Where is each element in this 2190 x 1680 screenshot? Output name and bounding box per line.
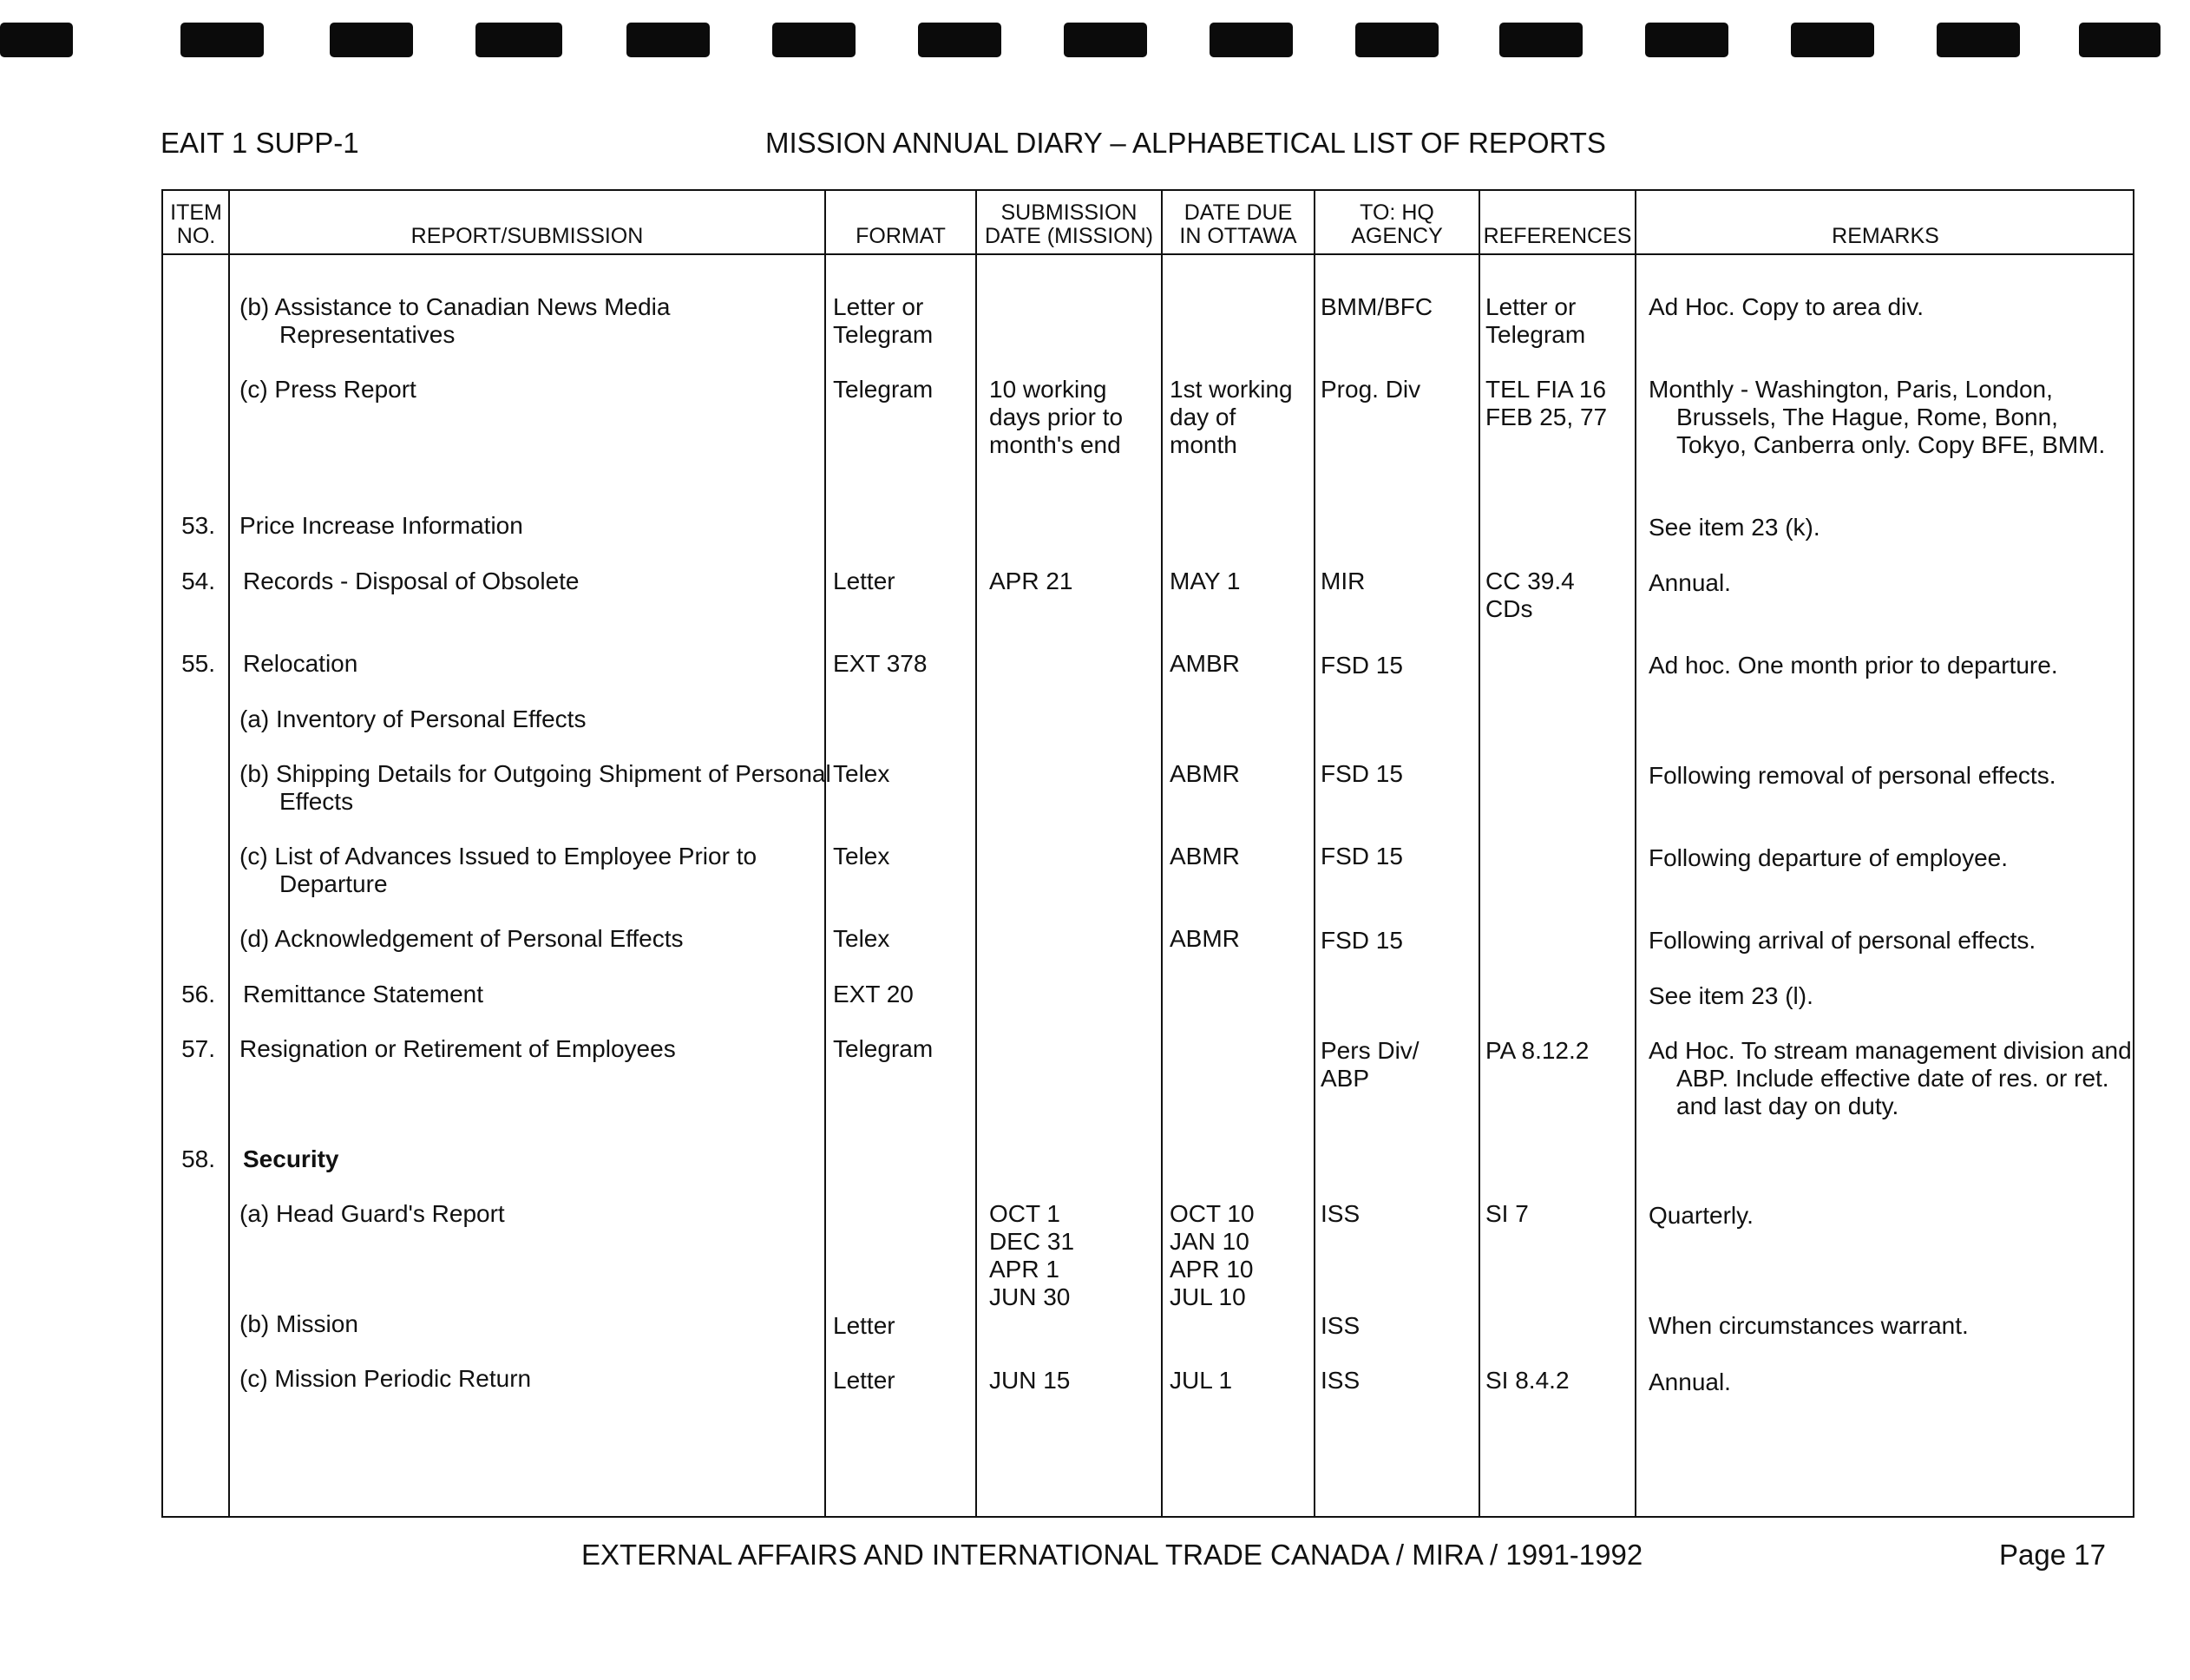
due-cell: MAY 1 [1170, 568, 1241, 594]
punch-mark [1937, 23, 2020, 57]
punch-mark [330, 23, 413, 57]
report-cell: (b) Mission [239, 1310, 358, 1337]
page-number: Page 17 [1999, 1539, 2106, 1571]
column-header-remarks: REMARKS [1832, 224, 1939, 248]
agency-cell: ISS [1321, 1367, 1361, 1394]
report-cell: (a) Head Guard's Report [239, 1200, 505, 1227]
column-divider [1479, 191, 1480, 1516]
remarks-cell: Monthly - Washington, Paris, London, Brussels, The Hague, Rome, Bonn, Tokyo, Canberra only. Copy BFE, BMM. [1649, 376, 2106, 458]
due-cell: JUL 1 [1170, 1367, 1233, 1394]
punch-mark [626, 23, 710, 57]
format-cell: Letter [833, 1367, 895, 1394]
punch-mark [1064, 23, 1147, 57]
report-cell: Relocation [243, 650, 358, 677]
agency-cell: FSD 15 [1321, 927, 1403, 954]
column-divider [228, 191, 230, 1516]
references-cell: Letter or Telegram [1485, 293, 1586, 348]
format-cell: EXT 20 [833, 981, 914, 1007]
document-code: EAIT 1 SUPP-1 [161, 127, 359, 159]
remarks-cell: Following departure of employee. [1649, 844, 2009, 871]
remarks-cell: Ad Hoc. Copy to area div. [1649, 293, 1924, 320]
column-header-format: FORMAT [856, 224, 946, 248]
agency-cell: FSD 15 [1321, 760, 1403, 787]
footer-publisher: EXTERNAL AFFAIRS AND INTERNATIONAL TRADE CANADA / MIRA / 1991-1992 [581, 1539, 1643, 1571]
punch-mark [180, 23, 264, 57]
agency-cell: Pers Div/ ABP [1321, 1037, 1420, 1092]
agency-cell: Prog. Div [1321, 376, 1421, 403]
due-cell: ABMR [1170, 843, 1240, 870]
agency-cell: FSD 15 [1321, 843, 1403, 870]
item-number: 55. [181, 650, 215, 677]
column-header-item: ITEM NO. [170, 200, 222, 248]
punch-mark [475, 23, 562, 57]
remarks-cell: Following arrival of personal effects. [1649, 927, 2036, 954]
punch-mark [1791, 23, 1874, 57]
format-cell: Telex [833, 760, 890, 787]
section-heading: Security [243, 1145, 339, 1172]
item-number: 54. [181, 568, 215, 594]
remarks-cell: Quarterly. [1649, 1202, 1754, 1229]
header-rule [163, 253, 2133, 255]
agency-cell: ISS [1321, 1200, 1361, 1227]
format-cell: Letter [833, 568, 895, 594]
remarks-cell: Ad hoc. One month prior to departure. [1649, 652, 2058, 679]
remarks-cell: When circumstances warrant. [1649, 1312, 1969, 1339]
agency-cell: BMM/BFC [1321, 293, 1433, 320]
column-header-agency: TO: HQ AGENCY [1351, 200, 1443, 248]
remarks-cell: Annual. [1649, 1368, 1731, 1395]
page-title: MISSION ANNUAL DIARY – ALPHABETICAL LIST OF REPORTS [765, 127, 1606, 159]
item-number: 57. [181, 1035, 215, 1062]
report-cell: Remittance Statement [243, 981, 484, 1007]
column-divider [975, 191, 977, 1516]
punch-mark [1499, 23, 1583, 57]
submission-cell: 10 working days prior to month's end [989, 376, 1124, 458]
references-cell: SI 7 [1485, 1200, 1529, 1227]
format-cell: Telex [833, 843, 890, 870]
references-cell: SI 8.4.2 [1485, 1367, 1570, 1394]
report-cell: (c) List of Advances Issued to Employee Prior to Departure [239, 843, 757, 897]
column-divider [1635, 191, 1636, 1516]
format-cell: Letter or Telegram [833, 293, 934, 348]
column-header-due: DATE DUE IN OTTAWA [1179, 200, 1297, 248]
item-number: 58. [181, 1145, 215, 1172]
due-cell: ABMR [1170, 925, 1240, 952]
due-cell: OCT 10 JAN 10 APR 10 JUL 10 [1170, 1200, 1255, 1310]
punch-mark [1355, 23, 1439, 57]
report-cell: (a) Inventory of Personal Effects [239, 705, 587, 732]
report-cell: Price Increase Information [239, 512, 523, 539]
format-cell: Letter [833, 1312, 895, 1339]
report-cell: (d) Acknowledgement of Personal Effects [239, 925, 684, 952]
submission-cell: JUN 15 [989, 1367, 1071, 1394]
remarks-cell: Following removal of personal effects. [1649, 762, 2056, 789]
due-cell: 1st working day of month [1170, 376, 1293, 458]
reports-table [161, 189, 2134, 1518]
punch-mark [772, 23, 856, 57]
remarks-cell: Annual. [1649, 569, 1731, 596]
column-header-references: REFERENCES [1483, 224, 1632, 248]
punch-mark [1645, 23, 1728, 57]
references-cell: PA 8.12.2 [1485, 1037, 1590, 1064]
punch-mark [1210, 23, 1293, 57]
remarks-cell: See item 23 (k). [1649, 514, 1820, 541]
item-number: 56. [181, 981, 215, 1007]
references-cell: TEL FIA 16 FEB 25, 77 [1485, 376, 1608, 430]
due-cell: ABMR [1170, 760, 1240, 787]
item-number: 53. [181, 512, 215, 539]
punch-mark [0, 23, 73, 57]
references-cell: CC 39.4 CDs [1485, 568, 1575, 622]
remarks-cell: See item 23 (l). [1649, 982, 1813, 1009]
agency-cell: FSD 15 [1321, 652, 1403, 679]
format-cell: EXT 378 [833, 650, 928, 677]
agency-cell: MIR [1321, 568, 1366, 594]
report-cell: Records - Disposal of Obsolete [243, 568, 580, 594]
report-cell: (b) Shipping Details for Outgoing Shipment of Personal Effects [239, 760, 831, 815]
report-cell: Resignation or Retirement of Employees [239, 1035, 676, 1062]
remarks-cell: Ad Hoc. To stream management division and ABP. Include effective date of res. or ret. and last day on duty. [1649, 1037, 2132, 1119]
column-divider [1314, 191, 1315, 1516]
report-cell: (b) Assistance to Canadian News Media Representatives [239, 293, 671, 348]
submission-cell: OCT 1 DEC 31 APR 1 JUN 30 [989, 1200, 1075, 1310]
column-header-report: REPORT/SUBMISSION [410, 224, 644, 248]
punch-mark [2079, 23, 2160, 57]
punch-mark [918, 23, 1001, 57]
column-header-submission: SUBMISSION DATE (MISSION) [985, 200, 1153, 248]
format-cell: Telex [833, 925, 890, 952]
format-cell: Telegram [833, 376, 934, 403]
format-cell: Telegram [833, 1035, 934, 1062]
agency-cell: ISS [1321, 1312, 1361, 1339]
column-divider [1161, 191, 1163, 1516]
report-cell: (c) Press Report [239, 376, 416, 403]
report-cell: (c) Mission Periodic Return [239, 1365, 532, 1392]
due-cell: AMBR [1170, 650, 1240, 677]
submission-cell: APR 21 [989, 568, 1073, 594]
